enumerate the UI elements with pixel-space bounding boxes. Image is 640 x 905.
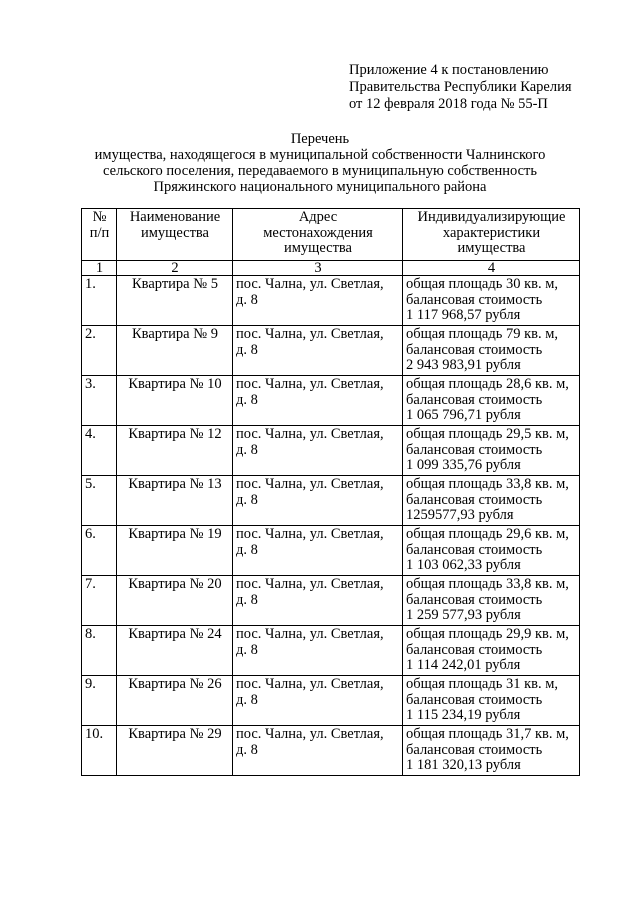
characteristic-line: 1259577,93 рубля (406, 507, 514, 523)
characteristic-line: балансовая стоимость (406, 291, 543, 308)
address-line: д. 8 (236, 591, 258, 608)
address-line: пос. Чална, ул. Светлая, (236, 326, 384, 342)
property-name: Квартира № 20 (117, 576, 233, 626)
address-line: д. 8 (236, 491, 258, 508)
property-name: Квартира № 10 (117, 376, 233, 426)
property-characteristics (403, 376, 580, 426)
address-line: пос. Чална, ул. Светлая, (236, 726, 384, 742)
property-address (233, 426, 403, 476)
characteristic-line: 1 099 335,76 рубля (406, 457, 521, 473)
table-row (82, 526, 580, 576)
header-line: местонахождения (263, 224, 373, 241)
row-number: 8. (82, 626, 117, 676)
property-address (233, 376, 403, 426)
table-row (82, 276, 580, 326)
characteristic-line: 1 259 577,93 рубля (406, 607, 521, 623)
table-row (82, 376, 580, 426)
header-line: Наименование (129, 209, 221, 225)
address-line: д. 8 (236, 691, 258, 708)
address-line: д. 8 (236, 391, 258, 408)
row-number: 2. (82, 326, 117, 376)
column-number: 1 (82, 261, 117, 276)
header-characteristics (403, 209, 580, 261)
row-number: 4. (82, 426, 117, 476)
property-characteristics (403, 576, 580, 626)
property-characteristics (403, 426, 580, 476)
characteristic-line: общая площадь 33,8 кв. м, (406, 476, 569, 492)
title-line: имущества, находящегося в муниципальной собственности Чалнинского (94, 147, 546, 163)
characteristic-line: 2 943 983,91 рубля (406, 357, 521, 373)
property-address (233, 476, 403, 526)
row-number: 1. (82, 276, 117, 326)
characteristic-line: 1 103 062,33 рубля (406, 557, 521, 573)
column-number: 4 (403, 261, 580, 276)
characteristic-line: 1 117 968,57 рубля (406, 307, 521, 323)
header-line: имущества (140, 224, 209, 241)
row-number: 7. (82, 576, 117, 626)
header-line: п/п (89, 224, 110, 241)
table-row (82, 326, 580, 376)
characteristic-line: балансовая стоимость (406, 441, 543, 458)
property-table (81, 208, 580, 776)
column-number-row (82, 261, 580, 276)
property-characteristics (403, 276, 580, 326)
property-name: Квартира № 19 (117, 526, 233, 576)
address-line: пос. Чална, ул. Светлая, (236, 676, 384, 692)
characteristic-line: общая площадь 29,9 кв. м, (406, 626, 569, 642)
property-address (233, 526, 403, 576)
property-address (233, 576, 403, 626)
address-line: пос. Чална, ул. Светлая, (236, 526, 384, 542)
characteristic-line: 1 115 234,19 рубля (406, 707, 521, 723)
characteristic-line: балансовая стоимость (406, 341, 543, 358)
column-number: 2 (117, 261, 233, 276)
address-line: д. 8 (236, 291, 258, 308)
property-characteristics (403, 526, 580, 576)
header-number (82, 209, 117, 261)
property-characteristics (403, 626, 580, 676)
property-characteristics (403, 676, 580, 726)
property-name: Квартира № 5 (117, 276, 233, 326)
appendix-line: от 12 февраля 2018 года № 55-П (349, 96, 548, 112)
address-line: пос. Чална, ул. Светлая, (236, 476, 384, 492)
header-address (233, 209, 403, 261)
characteristic-line: общая площадь 29,6 кв. м, (406, 526, 569, 542)
table-header-row (82, 209, 580, 261)
address-line: пос. Чална, ул. Светлая, (236, 376, 384, 392)
address-line: пос. Чална, ул. Светлая, (236, 576, 384, 592)
property-address (233, 676, 403, 726)
address-line: д. 8 (236, 741, 258, 758)
characteristic-line: общая площадь 79 кв. м, (406, 326, 559, 342)
address-line: д. 8 (236, 341, 258, 358)
property-address (233, 276, 403, 326)
characteristic-line: балансовая стоимость (406, 541, 543, 558)
characteristic-line: балансовая стоимость (406, 391, 543, 408)
property-name: Квартира № 29 (117, 726, 233, 776)
title-line: Перечень (290, 131, 350, 147)
characteristic-line: балансовая стоимость (406, 491, 543, 508)
table-row (82, 726, 580, 776)
property-characteristics (403, 476, 580, 526)
header-name (117, 209, 233, 261)
table-row (82, 626, 580, 676)
characteristic-line: балансовая стоимость (406, 641, 543, 658)
characteristic-line: балансовая стоимость (406, 741, 543, 758)
appendix-line: Приложение 4 к постановлению (349, 62, 549, 78)
address-line: д. 8 (236, 441, 258, 458)
property-name: Квартира № 12 (117, 426, 233, 476)
header-line: Адрес (298, 209, 338, 225)
row-number: 5. (82, 476, 117, 526)
document-title (60, 131, 580, 195)
property-name: Квартира № 26 (117, 676, 233, 726)
row-number: 10. (82, 726, 117, 776)
property-name: Квартира № 13 (117, 476, 233, 526)
characteristic-line: общая площадь 30 кв. м, (406, 276, 559, 292)
table-row (82, 476, 580, 526)
characteristic-line: общая площадь 28,6 кв. м, (406, 376, 569, 392)
property-address (233, 726, 403, 776)
address-line: пос. Чална, ул. Светлая, (236, 426, 384, 442)
property-address (233, 626, 403, 676)
header-line: имущества (457, 240, 526, 256)
characteristic-line: общая площадь 31 кв. м, (406, 676, 559, 692)
column-number: 3 (233, 261, 403, 276)
title-line: Пряжинского национального муниципального района (153, 179, 487, 195)
characteristic-line: общая площадь 33,8 кв. м, (406, 576, 569, 592)
table-row (82, 576, 580, 626)
appendix-line: Правительства Республики Карелия (349, 79, 572, 95)
characteristic-line: общая площадь 29,5 кв. м, (406, 426, 569, 442)
appendix-reference (349, 62, 609, 113)
characteristic-line: балансовая стоимость (406, 591, 543, 608)
characteristic-line: балансовая стоимость (406, 691, 543, 708)
address-line: пос. Чална, ул. Светлая, (236, 626, 384, 642)
property-name: Квартира № 9 (117, 326, 233, 376)
address-line: д. 8 (236, 541, 258, 558)
row-number: 3. (82, 376, 117, 426)
header-line: имущества (283, 240, 352, 256)
characteristic-line: общая площадь 31,7 кв. м, (406, 726, 569, 742)
property-name: Квартира № 24 (117, 626, 233, 676)
characteristic-line: 1 065 796,71 рубля (406, 407, 521, 423)
property-characteristics (403, 726, 580, 776)
table-row (82, 676, 580, 726)
characteristic-line: 1 114 242,01 рубля (406, 657, 521, 673)
address-line: д. 8 (236, 641, 258, 658)
characteristic-line: 1 181 320,13 рубля (406, 757, 521, 773)
table-row (82, 426, 580, 476)
property-characteristics (403, 326, 580, 376)
header-line: № (92, 209, 107, 225)
row-number: 9. (82, 676, 117, 726)
row-number: 6. (82, 526, 117, 576)
header-line: Индивидуализирующие (417, 209, 566, 225)
header-line: характеристики (442, 224, 541, 241)
property-address (233, 326, 403, 376)
title-line: сельского поселения, передаваемого в муниципальную собственность (103, 163, 537, 179)
address-line: пос. Чална, ул. Светлая, (236, 276, 384, 292)
